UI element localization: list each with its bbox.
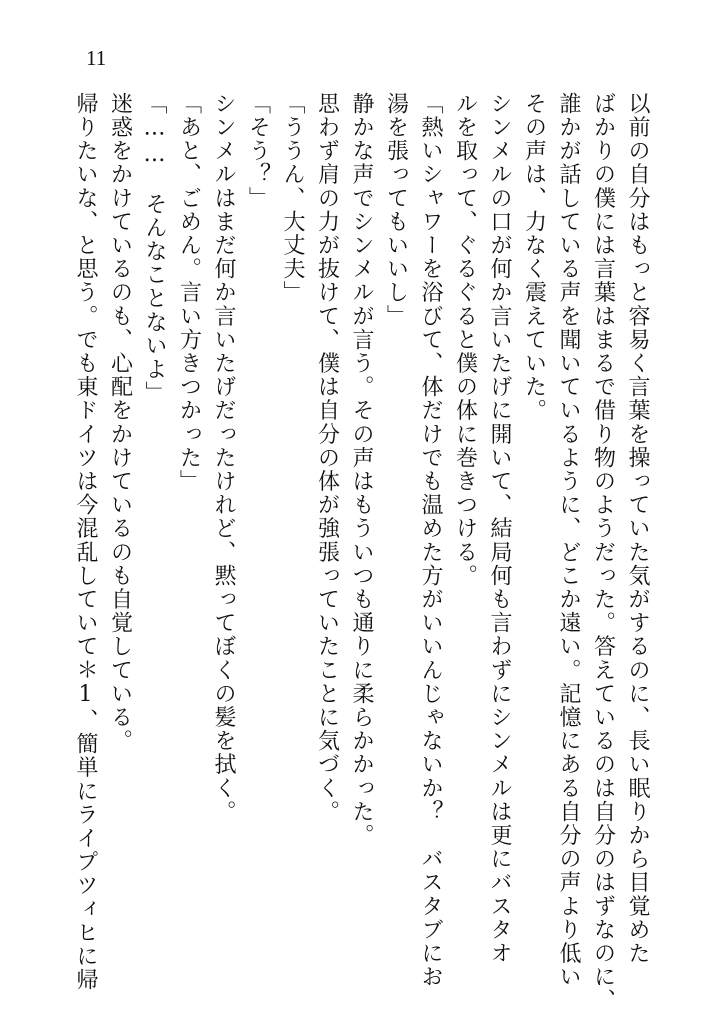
- text-line-8: 湯を張ってもいいし」: [383, 92, 409, 328]
- text-line-16: 迷惑をかけているのも、心配をかけているのも自覚している。: [107, 92, 133, 753]
- text-line-13: シンメルはまだ何か言いたげだったけれど、黙ってぼくの髪を拭く。: [211, 92, 236, 824]
- text-line-15: 「…… そんなことないよ」: [142, 92, 167, 405]
- text-line-5: シンメルの口が何か言いたげに開いて、結局何も言わずにシンメルは更にバスタオ: [487, 92, 512, 966]
- text-line-12: 「そう？」: [245, 92, 271, 210]
- page-number: 11: [86, 46, 107, 70]
- text-line-3: 誰かが話している声を聞いているように、どこか遠い。記憶にある自分の声より低い: [556, 92, 581, 989]
- text-line-7: 「熱いシャワーを浴びて、体だけでも温めた方がいいんじゃないか？ バスタブにお: [418, 92, 443, 989]
- text-line-6: ルを取って、ぐるぐると僕の体に巻きつける。: [452, 92, 478, 588]
- text-line-9: 静かな声でシンメルが言う。その声はもういつも通りに柔らかかった。: [349, 92, 374, 848]
- text-line-11: 「ううん、大丈夫」: [280, 92, 305, 305]
- text-line-4: その声は、力なく震えていた。: [521, 92, 547, 423]
- text-line-10: 思わず肩の力が抜けて、僕は自分の体が強張っていたことに気づく。: [314, 92, 340, 824]
- text-line-17: 帰りたいな、と思う。でも東ドイツは今混乱していて＊1、簡単にライプツィヒに帰: [73, 92, 98, 992]
- text-line-1: 以前の自分はもっと容易く言葉を操っていた気がするのに、長い眠りから目覚めた: [625, 92, 650, 966]
- body-text: [68, 92, 655, 1013]
- text-line-14: 「あと、ごめん。言い方きつかった」: [176, 92, 202, 494]
- text-line-2: ばかりの僕には言葉はまるで借り物のようだった。答えているのは自分のはずなのに、: [590, 92, 616, 1013]
